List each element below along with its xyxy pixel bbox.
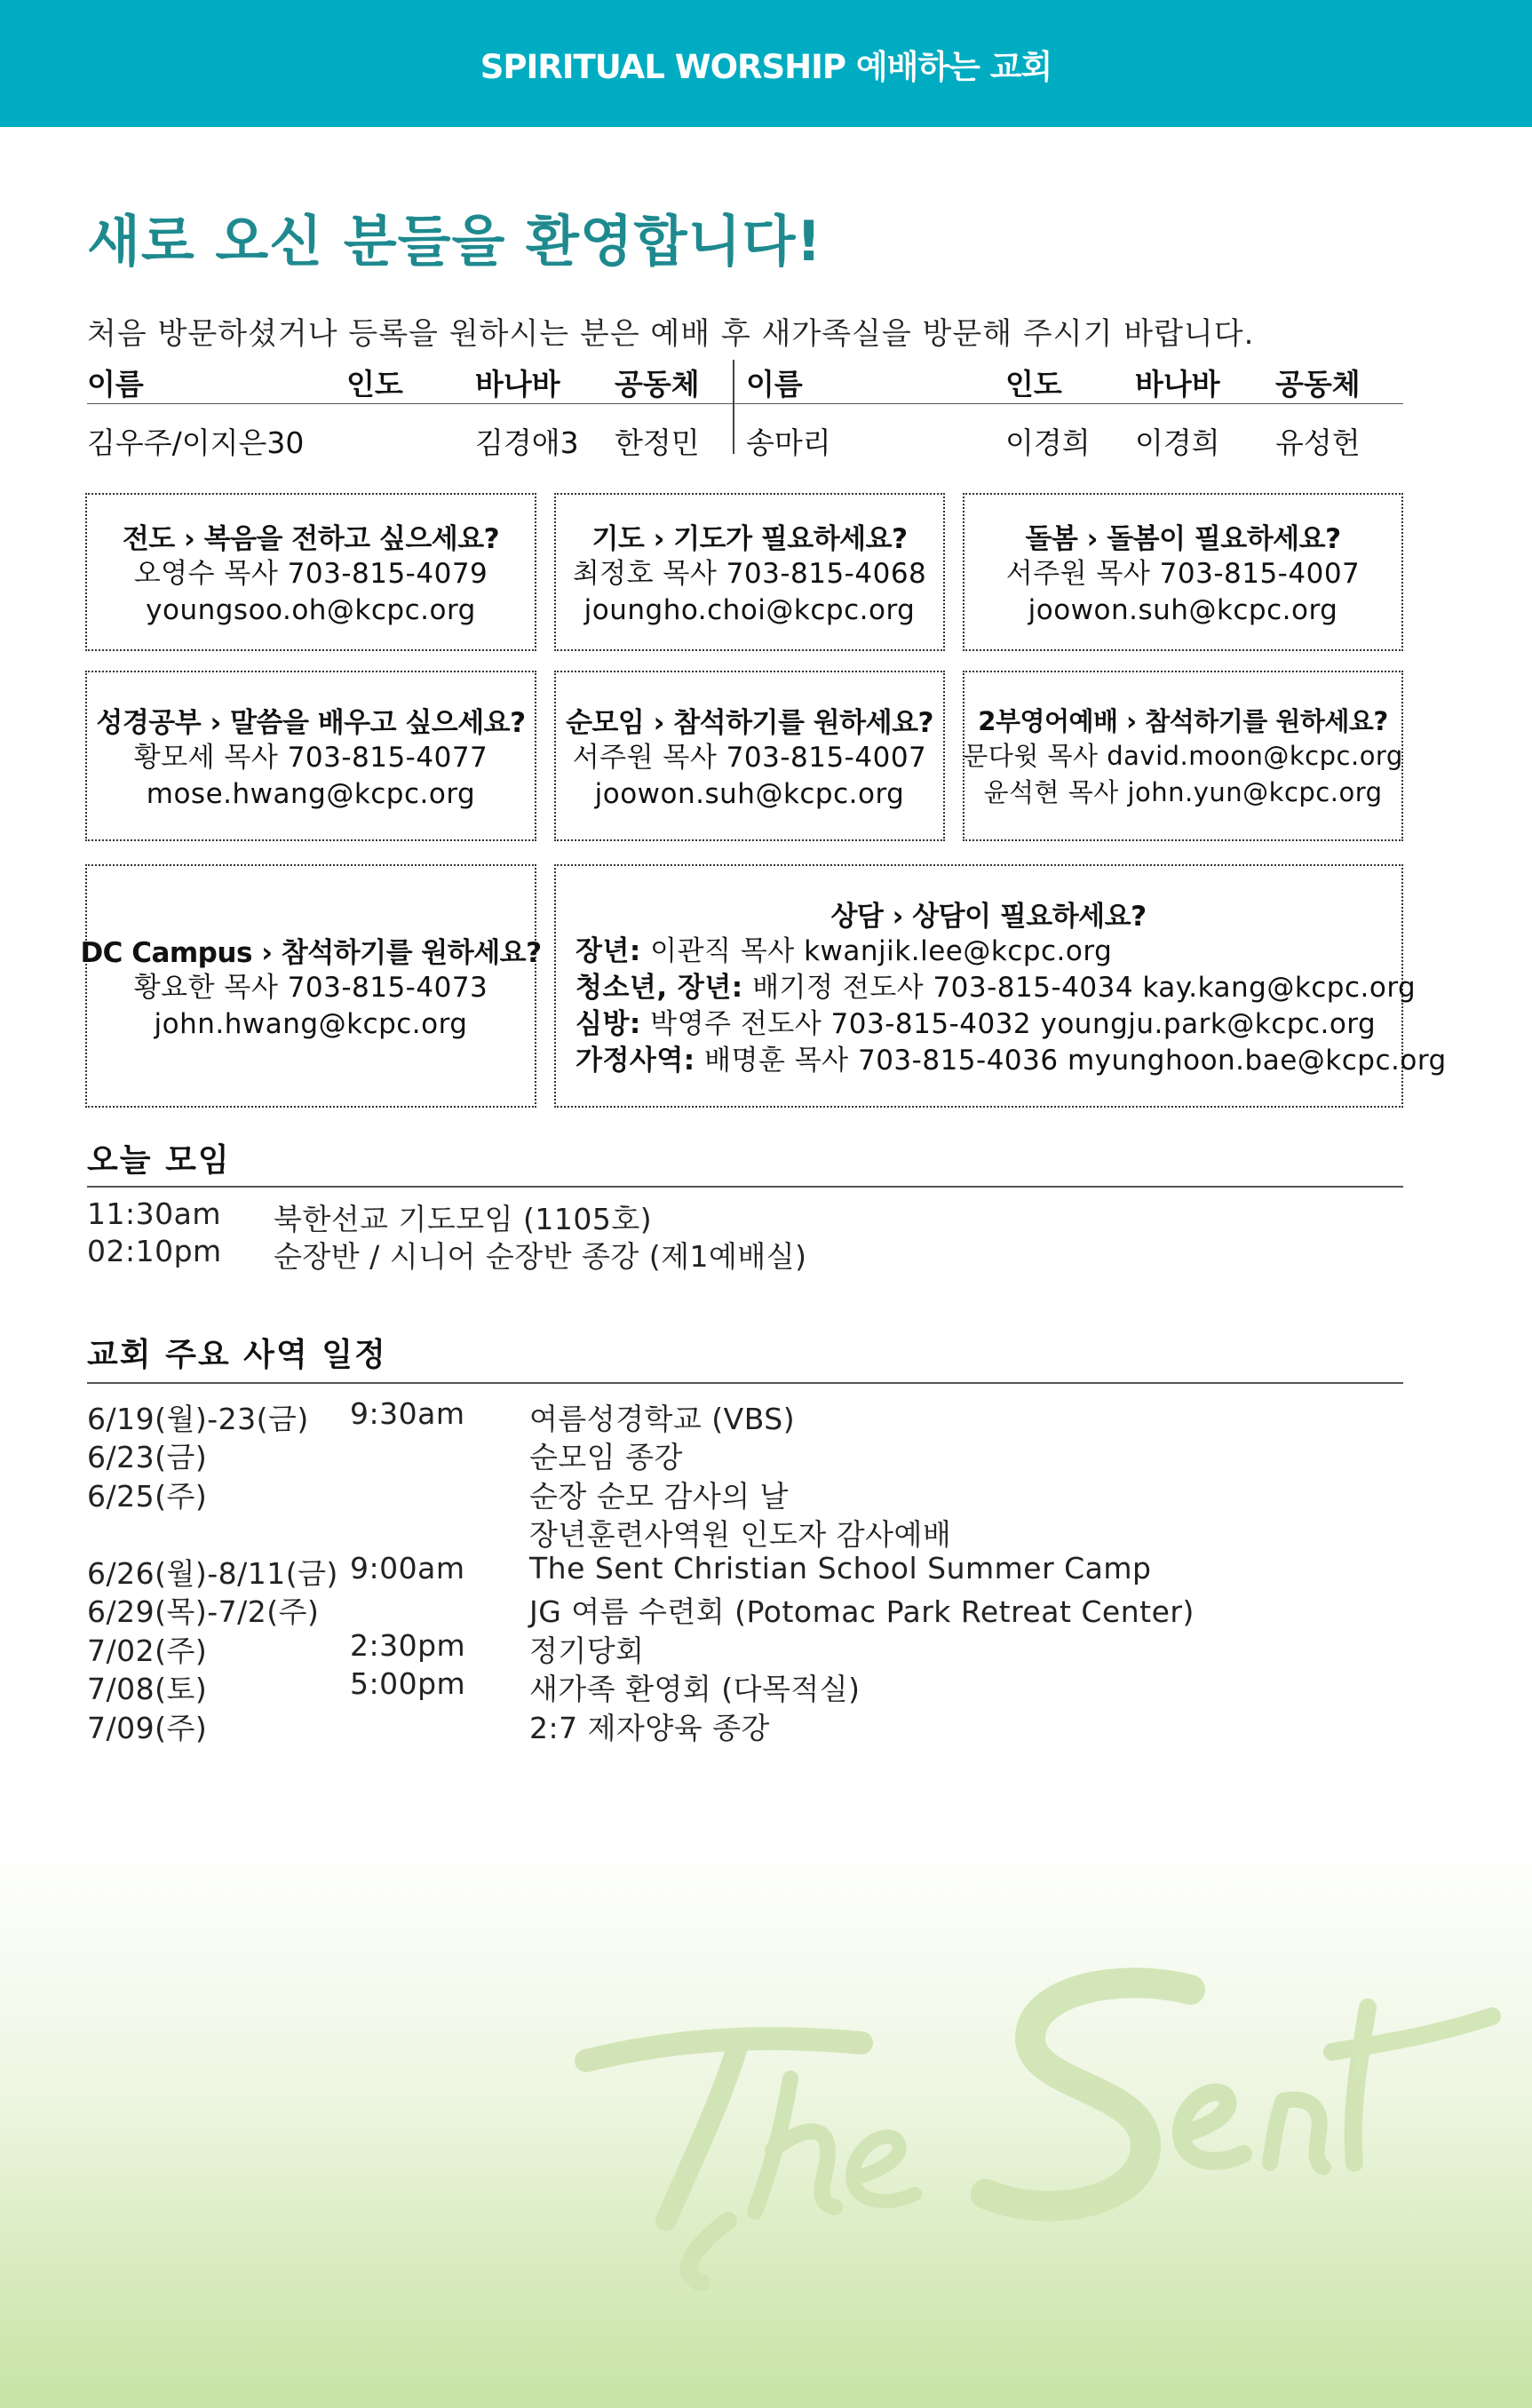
box-email[interactable]: john.hwang@kcpc.org bbox=[154, 1007, 468, 1040]
visitor-community: 한정민 bbox=[615, 425, 700, 460]
dc-campus-box bbox=[80, 864, 542, 1108]
col-guide: 인도 bbox=[346, 367, 403, 401]
box-contact: 최정호 목사 703-815-4068 bbox=[572, 557, 927, 590]
box-email[interactable]: joowon.suh@kcpc.org bbox=[594, 777, 905, 810]
box-contact: 오영수 목사 703-815-4079 bbox=[133, 557, 488, 590]
box-email[interactable]: joungho.choi@kcpc.org bbox=[583, 593, 916, 626]
box-title: 성경공부 › 말씀을 배우고 싶으세요? bbox=[96, 706, 526, 739]
visitor-name: 김우주/이지은30 bbox=[87, 425, 305, 460]
box-contact: 황요한 목사 703-815-4073 bbox=[133, 971, 488, 1004]
header-text: SPIRITUAL WORSHIP 예배하는 교회 bbox=[480, 47, 1052, 86]
header-bar bbox=[0, 0, 1532, 127]
box-contact: 문다윗 목사 david.moon@kcpc.org bbox=[963, 740, 1403, 771]
care-box bbox=[963, 493, 1403, 651]
counsel-row: 청소년, 장년: 배기정 전도사 703-815-4034 kay.kang@kcpc.org bbox=[575, 971, 1417, 1004]
english-worship-box bbox=[963, 671, 1403, 841]
box-title: 기도 › 기도가 필요하세요? bbox=[591, 522, 908, 555]
page-title: 새로 오신 분들을 환영합니다! bbox=[87, 209, 822, 274]
counsel-row: 장년: 이관직 목사 kwanjik.lee@kcpc.org bbox=[575, 934, 1113, 967]
box-title: 순모임 › 참석하기를 원하세요? bbox=[565, 706, 933, 739]
visitor-community-2: 유성헌 bbox=[1275, 425, 1361, 460]
schedule-title: 교회 주요 사역 일정 bbox=[87, 1337, 387, 1373]
col-community-2: 공동체 bbox=[1275, 367, 1361, 401]
box-contact: 서주원 목사 703-815-4007 bbox=[1005, 557, 1361, 590]
box-title: 전도 › 복음을 전하고 싶으세요? bbox=[122, 522, 500, 555]
box-title: DC Campus › 참석하기를 원하세요? bbox=[80, 936, 542, 969]
prayer-box bbox=[554, 493, 945, 651]
visitor-barnabas: 김경애3 bbox=[475, 425, 579, 460]
col-community: 공동체 bbox=[615, 367, 700, 401]
box-email[interactable]: mose.hwang@kcpc.org bbox=[146, 777, 476, 810]
visitor-barnabas-2: 이경희 bbox=[1135, 425, 1220, 460]
schedule-divider bbox=[87, 1382, 1403, 1384]
box-contact: 황모세 목사 703-815-4077 bbox=[133, 741, 488, 774]
counsel-box bbox=[554, 864, 1447, 1108]
visitors-table bbox=[87, 360, 1403, 460]
box-email[interactable]: youngsoo.oh@kcpc.org bbox=[146, 593, 476, 626]
intro-text: 처음 방문하셨거나 등록을 원하시는 분은 예배 후 새가족실을 방문해 주시기 바랍니다. bbox=[87, 316, 1255, 352]
box-title: 상담 › 상담이 필요하세요? bbox=[830, 900, 1147, 933]
col-barnabas-2: 바나바 bbox=[1135, 367, 1220, 401]
the-sent-logo bbox=[568, 1954, 1510, 2292]
col-guide-2: 인도 bbox=[1005, 367, 1062, 401]
today-title: 오늘 모임 bbox=[87, 1142, 231, 1179]
today-divider bbox=[87, 1186, 1403, 1188]
col-barnabas: 바나바 bbox=[475, 367, 560, 401]
box-email[interactable]: joowon.suh@kcpc.org bbox=[1028, 593, 1338, 626]
counsel-row: 심방: 박영주 전도사 703-815-4032 youngju.park@kcpc.org bbox=[575, 1007, 1377, 1040]
box-title: 돌봄 › 돌봄이 필요하세요? bbox=[1025, 522, 1341, 555]
col-name: 이름 bbox=[87, 367, 144, 401]
visitor-guide-2: 이경희 bbox=[1005, 425, 1091, 460]
evangelism-box bbox=[85, 493, 536, 651]
box-contact-2: 윤석현 목사 john.yun@kcpc.org bbox=[983, 776, 1383, 807]
visitor-name-2: 송마리 bbox=[746, 425, 831, 460]
counsel-row: 가정사역: 배명훈 목사 703-815-4036 myunghoon.bae@kcpc.org bbox=[575, 1044, 1447, 1077]
visitor-row bbox=[87, 360, 1403, 460]
col-name-2: 이름 bbox=[746, 367, 803, 401]
box-contact: 서주원 목사 703-815-4007 bbox=[572, 741, 927, 774]
bible-study-box bbox=[85, 671, 536, 841]
small-group-box bbox=[554, 671, 945, 841]
box-title: 2부영어예배 › 참석하기를 원하세요? bbox=[978, 705, 1388, 736]
